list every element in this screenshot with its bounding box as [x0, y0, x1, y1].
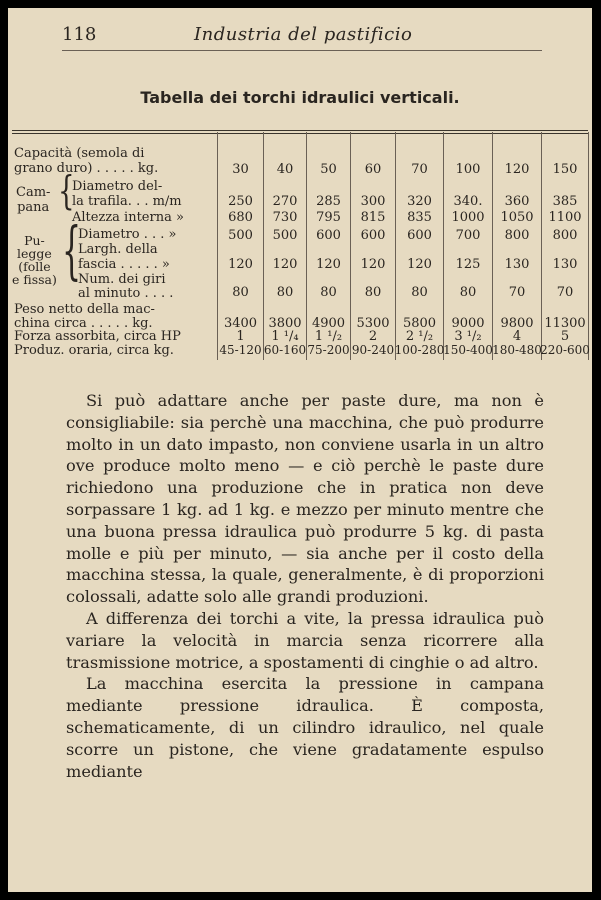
cell-peso: 9800: [500, 316, 534, 331]
cell-capacita: 100: [455, 162, 481, 177]
label-pulegge: Pu- legge (folle e fissa): [12, 233, 57, 287]
label-altezza-interna: Altezza interna »: [72, 210, 184, 225]
cell-peso: 5300: [356, 316, 390, 331]
cell-capacita: 70: [411, 162, 428, 177]
cell-diametro: 800: [504, 228, 530, 243]
cell-altezza: 730: [272, 210, 298, 225]
label-larghezza-1: Largh. della: [78, 242, 158, 257]
table-column-3: [307, 122, 350, 362]
cell-peso: 3800: [268, 316, 302, 331]
table-column-2: [264, 122, 306, 362]
cell-forza: 5: [560, 329, 570, 344]
cell-produzione: 180-480: [492, 343, 542, 357]
cell-peso: 9000: [451, 316, 485, 331]
cell-larghezza: 130: [504, 257, 530, 272]
cell-capacita: 30: [232, 162, 249, 177]
table-column-4: [351, 122, 395, 362]
cell-diametro-trafila: 300: [360, 194, 386, 209]
cell-peso: 3400: [223, 316, 258, 331]
paragraph: La macchina esercita la pressione in campana mediante pressione idraulica. È composta, schematicamente, di un cilindro idraulico, nel quale scorre un pistone, che viene gradatamente espulso mediante: [66, 674, 544, 781]
cell-forza: 1: [236, 329, 245, 344]
cell-altezza: 680: [228, 210, 253, 225]
cell-produzione: 220-600: [540, 343, 590, 357]
label-diametro-trafila-1: Diametro del-: [72, 179, 163, 194]
cell-giri: 80: [232, 285, 249, 300]
cell-capacita: 120: [504, 162, 530, 177]
table-title: Tabella dei torchi idraulici verticali.: [140, 88, 460, 107]
cell-altezza: 1000: [451, 210, 485, 225]
cell-giri: 80: [459, 285, 477, 300]
cell-giri: 80: [320, 285, 337, 300]
cell-produzione: 75-200: [307, 343, 350, 357]
cell-diametro: 600: [360, 228, 386, 243]
cell-diametro-trafila: 285: [316, 194, 341, 209]
cell-giri: 80: [276, 285, 294, 300]
brace-campana: {: [58, 169, 75, 215]
body-text: [66, 390, 544, 782]
table-column-7: [493, 122, 541, 362]
cell-giri: 80: [364, 285, 382, 300]
cell-giri: 70: [556, 285, 574, 300]
table-column-1: [218, 122, 263, 362]
cell-forza: 3 ¹/₂: [454, 329, 482, 344]
cell-peso: 4900: [311, 316, 346, 331]
cell-diametro-trafila: 340.: [453, 194, 483, 209]
cell-altezza: 1050: [500, 210, 534, 225]
cell-forza: 1 ¹/₄: [271, 329, 299, 344]
press-specs-table: [8, 122, 592, 362]
page-number: 118: [62, 24, 97, 45]
table-column-5: [396, 122, 443, 362]
cell-forza: 4: [512, 329, 522, 344]
cell-produzione: 45-120: [219, 343, 262, 357]
cell-altezza: 795: [316, 210, 341, 225]
cell-forza: 2 ¹/₂: [405, 329, 434, 344]
cell-capacita: 60: [364, 162, 382, 177]
cell-diametro: 800: [552, 228, 578, 243]
brace-pulegge: {: [62, 215, 82, 289]
label-forza: Forza assorbita, circa HP: [14, 329, 181, 344]
cell-diametro-trafila: 270: [272, 194, 298, 209]
cell-capacita: 40: [276, 162, 294, 177]
cell-larghezza: 120: [407, 257, 432, 272]
column-divider: [588, 132, 589, 360]
cell-larghezza: 120: [360, 257, 386, 272]
cell-altezza: 1100: [548, 210, 582, 225]
table-column-6: [444, 122, 492, 362]
cell-forza: 1 ¹/₂: [314, 329, 343, 344]
cell-larghezza: 120: [228, 257, 253, 272]
cell-diametro: 500: [272, 228, 298, 243]
cell-capacita: 50: [320, 162, 337, 177]
cell-forza: 2: [368, 329, 378, 344]
label-capacita-2: grano duro) . . . . . kg.: [14, 161, 159, 176]
cell-larghezza: 120: [316, 257, 341, 272]
cell-diametro-trafila: 320: [407, 194, 432, 209]
book-page: [8, 8, 592, 892]
label-campana: Cam- pana: [16, 185, 51, 215]
page-header: [62, 24, 542, 51]
label-capacita-1: Capacità (semola di: [14, 146, 145, 161]
cell-produzione: 100-280: [394, 343, 445, 357]
label-peso-2: china circa . . . . . kg.: [14, 316, 153, 331]
cell-diametro: 500: [228, 228, 253, 243]
cell-diametro-trafila: 385: [552, 194, 578, 209]
cell-capacita: 150: [552, 162, 578, 177]
label-diametro: Diametro . . . »: [78, 227, 177, 242]
cell-giri: 80: [411, 285, 428, 300]
label-giri-2: al minuto . . . .: [78, 286, 174, 301]
cell-larghezza: 125: [455, 257, 481, 272]
cell-larghezza: 120: [272, 257, 298, 272]
label-peso-1: Peso netto della mac-: [14, 302, 155, 317]
cell-produzione: 150-400: [443, 343, 493, 357]
cell-larghezza: 130: [552, 257, 578, 272]
paragraph: Si può adattare anche per paste dure, ma non è consigliabile: sia perchè una macchina, che può produrre molto in un dato impasto, non conviene usarla in un altro ove produce molto meno — e ciò perchè le paste dure richiedono una produzione che in pratica non deve sorpassare 1 kg. ad 1 kg. e mezzo per minuto mentre che una buona pressa idraulica può produrre 5 kg. di pasta molle e più per minuto, — sia anche per il costo della macchina stessa, la quale, generalmente, è di proporzioni colossali, adatte solo alle grandi produzioni.: [66, 391, 544, 607]
table-column-8: [542, 122, 588, 362]
cell-diametro: 700: [455, 228, 481, 243]
cell-altezza: 835: [407, 210, 432, 225]
cell-produzione: 60-160: [263, 343, 307, 357]
label-larghezza-2: fascia . . . . . »: [78, 257, 170, 272]
label-giri-1: Num. dei giri: [78, 272, 166, 287]
paragraph: A differenza dei torchi a vite, la pressa idraulica può variare la velocità in marcia senza ricorrere alla trasmissione motrice, a spostamenti di cinghie o ad altro.: [66, 608, 544, 672]
running-title: Industria del pastificio: [194, 24, 413, 45]
cell-produzione: 90-240: [351, 343, 395, 357]
label-produzione: Produz. oraria, circa kg.: [14, 343, 174, 358]
cell-diametro: 600: [316, 228, 341, 243]
cell-peso: 5800: [402, 316, 437, 331]
label-diametro-trafila-2: la trafila. . . m/m: [72, 194, 182, 209]
cell-peso: 11300: [544, 316, 586, 331]
cell-giri: 70: [508, 285, 526, 300]
cell-diametro: 600: [407, 228, 432, 243]
cell-diametro-trafila: 360: [504, 194, 530, 209]
cell-altezza: 815: [360, 210, 386, 225]
cell-diametro-trafila: 250: [228, 194, 253, 209]
